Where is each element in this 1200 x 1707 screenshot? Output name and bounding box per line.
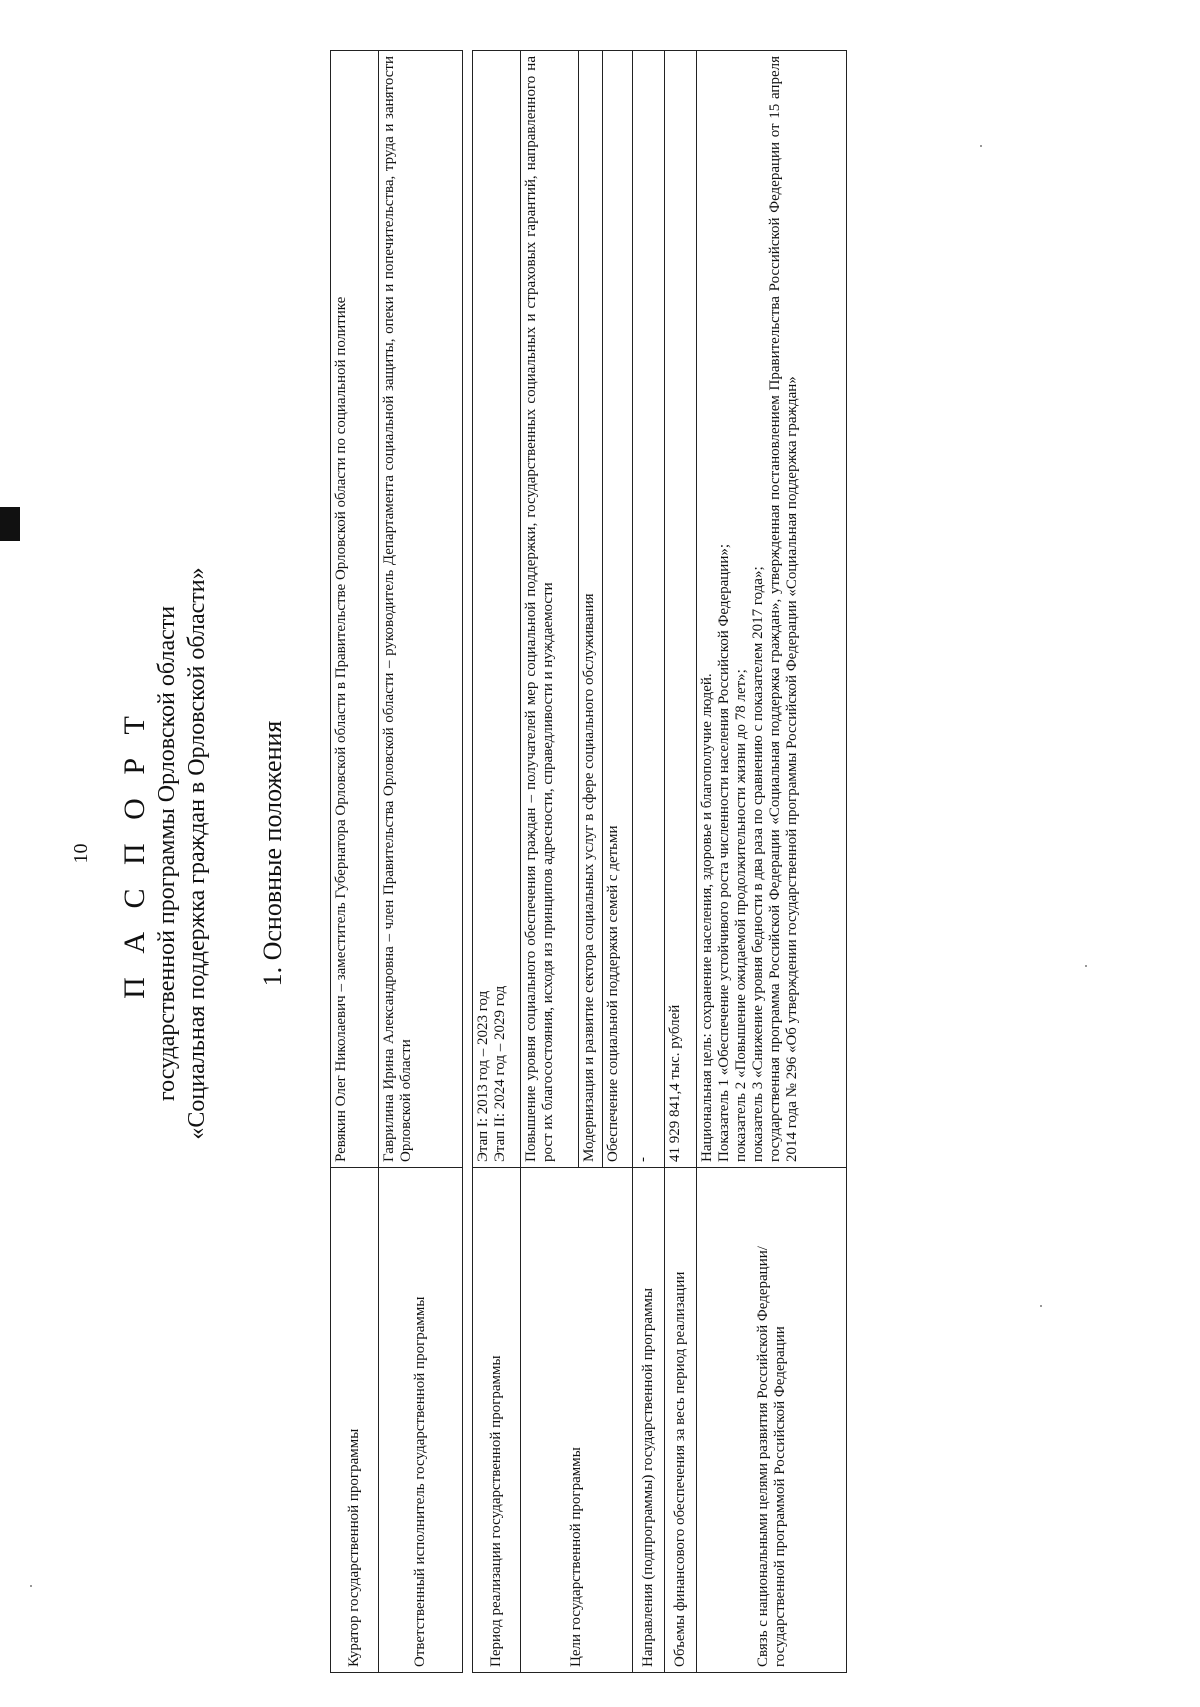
scan-speck xyxy=(1085,965,1087,967)
indicator-3-line: показатель 3 «Снижение уровня бедности в два раза по сравнению с показателем 2017 года»; xyxy=(750,566,766,1162)
table-row xyxy=(521,51,579,1673)
links-label-line-1: Связь с национальными целями развития Российской Федерации/ xyxy=(754,1246,771,1667)
state-program-line: государственная программа Российской Федерации «Социальная поддержка граждан», утвержденная постановлением Правительства Российской Федерации от 15 апреля 2014 года № 296 «Об утверждении государственной программы Российской Федерации «Социальная поддержка граждан» xyxy=(767,56,800,1162)
indicator-2-line: показатель 2 «Повышение ожидаемой продолжительности жизни до 78 лет»; xyxy=(733,669,749,1162)
period-stage-2: Этап II: 2024 год – 2029 год xyxy=(492,985,508,1162)
goal-2-value: Модернизация и развитие сектора социальных услуг в сфере социального обслуживания xyxy=(579,51,603,1168)
passport-table-top xyxy=(330,50,463,1673)
table-row xyxy=(379,51,463,1673)
directions-label: Направления (подпрограммы) государственной программы xyxy=(633,1168,665,1673)
period-label: Период реализации государственной программы xyxy=(473,1168,521,1673)
financing-value: 41 929 841,4 тыс. рублей xyxy=(665,51,697,1168)
goals-label: Цели государственной программы xyxy=(521,1168,633,1673)
table-row xyxy=(633,51,665,1673)
executor-label: Ответственный исполнитель государственной программы xyxy=(379,1168,463,1673)
financing-label: Объемы финансового обеспечения за весь период реализации xyxy=(665,1168,697,1673)
goal-3-value: Обеспечение социальной поддержки семей с детьми xyxy=(603,51,633,1168)
table-row xyxy=(697,51,847,1673)
directions-value: - xyxy=(633,51,665,1168)
table-row xyxy=(331,51,379,1673)
document-heading xyxy=(118,0,212,1707)
links-label-line-2: государственной программой Российской Федерации xyxy=(771,1326,788,1667)
document-title: П А С П О Р Т xyxy=(118,708,151,999)
page-number: 10 xyxy=(70,843,92,864)
period-stage-1: Этап I: 2013 год – 2023 год xyxy=(475,990,491,1162)
executor-value: Гаврилина Ирина Александровна – член Правительства Орловской области – руководитель Департамента социальной защиты, опеки и попечительства, труда и занятости Орловской области xyxy=(379,51,463,1168)
table-row xyxy=(665,51,697,1673)
document-subtitle-line-2: «Социальная поддержка граждан в Орловской области» xyxy=(184,567,210,1140)
scan-speck xyxy=(980,145,982,147)
period-value xyxy=(473,51,521,1168)
curator-value: Ревякин Олег Николаевич – заместитель Губернатора Орловской области в Правительстве Орловской области по социальной политике xyxy=(331,51,379,1168)
scan-speck xyxy=(30,1585,32,1587)
section-title: 1. Основные положения xyxy=(258,720,287,987)
national-goal-line: Национальная цель: сохранение населения, здоровье и благополучие людей. xyxy=(699,673,715,1162)
links-value xyxy=(697,51,847,1168)
indicator-1-line: Показатель 1 «Обеспечение устойчивого роста численности населения Российской Федерации»; xyxy=(716,543,732,1162)
passport-table-bottom xyxy=(472,50,847,1673)
curator-label: Куратор государственной программы xyxy=(331,1168,379,1673)
document-subtitle-line-1: государственной программы Орловской области xyxy=(154,605,180,1102)
scan-speck xyxy=(1040,1305,1042,1307)
goal-1-value: Повышение уровня социального обеспечения граждан – получателей мер социальной поддержки, государственных социальных и страховых гарантий, направленного на рост их благосостояния, исходя из принципов адресности, справедливости и нуждаемости xyxy=(521,51,579,1168)
table-row xyxy=(473,51,521,1673)
links-label xyxy=(697,1168,847,1673)
scan-corner-mark xyxy=(0,507,20,541)
